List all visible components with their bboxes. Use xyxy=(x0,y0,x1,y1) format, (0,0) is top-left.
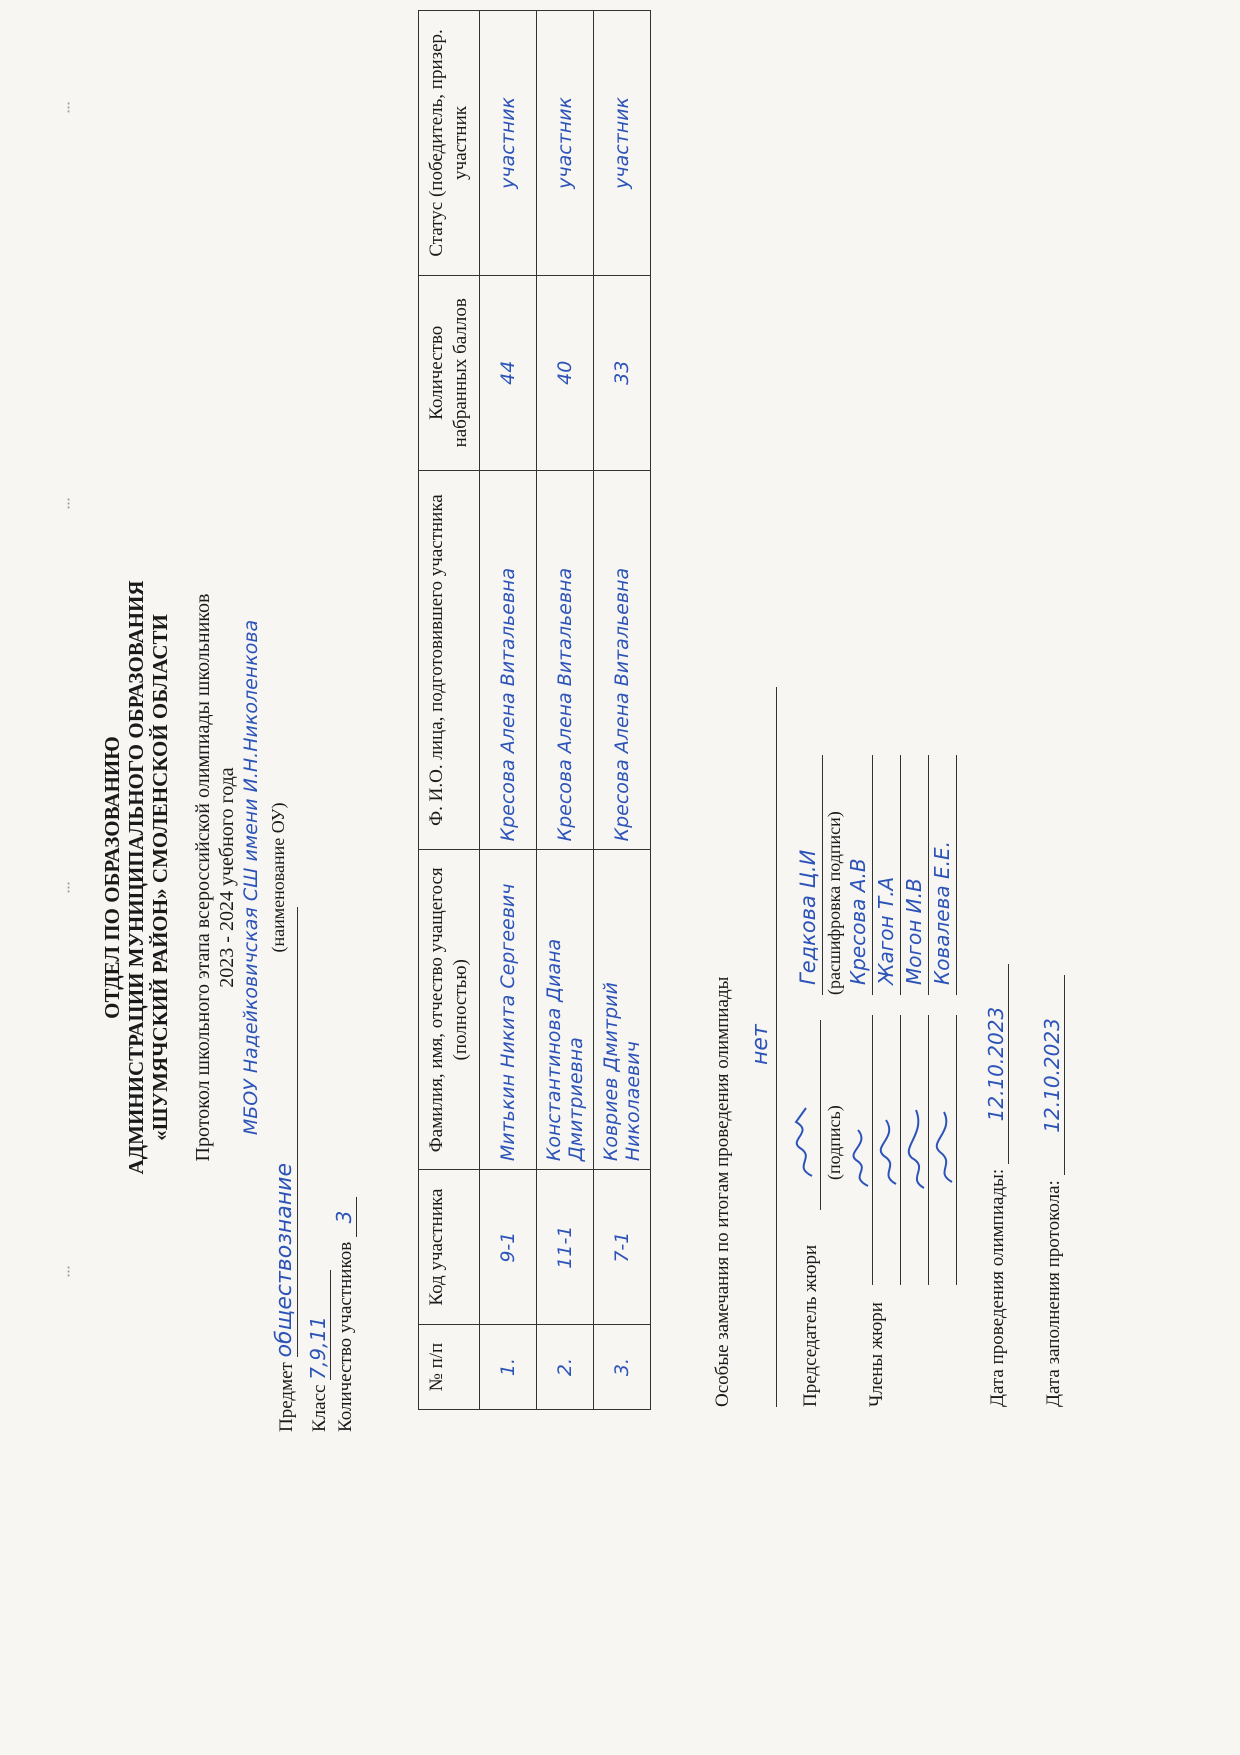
class-label: Класс xyxy=(309,1384,330,1432)
held-date-field xyxy=(984,964,1009,1407)
row-code: 7-1 xyxy=(593,1170,650,1325)
member-name: Жагон Т.А xyxy=(874,876,898,985)
row-status: участник xyxy=(593,11,650,276)
table-header-row xyxy=(419,11,480,1410)
protocol-title: Протокол школьного этапа всероссийской олимпиады школьников xyxy=(192,593,214,1162)
member-name: Ковалева Е.Е. xyxy=(930,841,954,985)
count-value: 3 xyxy=(332,1197,357,1237)
header-line-3: «ШУМЯЧСКИЙ РАЙОН» СМОЛЕНСКОЙ ОБЛАСТИ xyxy=(148,614,172,1141)
member-name-line xyxy=(900,755,901,995)
member-name: Могон И.В xyxy=(902,878,926,985)
header-score: Количество набранных баллов xyxy=(419,275,480,470)
members-label: Члены жюри xyxy=(866,1302,887,1407)
filled-date-value: 12.10.2023 xyxy=(1040,975,1065,1175)
filled-date-field xyxy=(1040,975,1065,1407)
scan-speck: ⁝ xyxy=(66,100,72,117)
table-row xyxy=(536,11,593,1410)
row-status: участник xyxy=(479,11,536,276)
subject-value: обществознание xyxy=(272,907,298,1357)
header-line-2: АДМИНИСТРАЦИИ МУНИЦИПАЛЬНОГО ОБРАЗОВАНИЯ xyxy=(124,580,148,1175)
school-name: МБОУ Надейковичская СШ имени И.Н.Николенкова xyxy=(240,619,262,1136)
header-num: № п/п xyxy=(419,1325,480,1410)
chair-label: Председатель жюри xyxy=(800,1244,821,1407)
class-value: 7,9,11 xyxy=(306,1270,331,1380)
scan-speck: ⁝ xyxy=(66,1264,72,1281)
held-date-label: Дата проведения олимпиады: xyxy=(987,1168,1008,1407)
header-teacher: Ф. И.О. лица, подготовившего участника xyxy=(419,470,480,850)
member-name: Кресова А.В xyxy=(846,858,870,985)
subject-field xyxy=(272,907,298,1432)
row-teacher: Кресова Алена Витальевна xyxy=(593,470,650,850)
row-num: 2. xyxy=(536,1325,593,1410)
count-field xyxy=(332,1197,357,1432)
member-name-line xyxy=(872,755,873,995)
row-num: 3. xyxy=(593,1325,650,1410)
scan-speck: ⁝ xyxy=(66,880,72,897)
school-caption: (наименование ОУ) xyxy=(268,802,288,953)
member-name-line xyxy=(928,755,929,995)
member-name-line xyxy=(956,755,957,995)
filled-date-label: Дата заполнения протокола: xyxy=(1043,1180,1064,1407)
held-date-value: 12.10.2023 xyxy=(984,964,1009,1164)
scan-speck: ⁝ xyxy=(66,496,72,513)
chair-signature-line xyxy=(820,1020,821,1210)
class-field xyxy=(306,1270,331,1432)
notes-label: Особые замечания по итогам проведения олимпиады xyxy=(712,976,733,1407)
header-status: Статус (победитель, призер. участник xyxy=(419,11,480,276)
row-num: 1. xyxy=(479,1325,536,1410)
count-label: Количество участников xyxy=(335,1241,356,1432)
notes-underline xyxy=(776,687,777,1407)
row-teacher: Кресова Алена Витальевна xyxy=(536,470,593,850)
header-student: Фамилия, имя, отчество учащегося (полностью) xyxy=(419,850,480,1170)
chair-name-line xyxy=(822,755,823,995)
row-score: 33 xyxy=(593,275,650,470)
notes-value: нет xyxy=(748,1024,773,1065)
protocol-year: 2023 - 2024 учебного года xyxy=(216,767,238,988)
subject-label: Предмет xyxy=(276,1362,297,1432)
row-score: 40 xyxy=(536,275,593,470)
header-line-1: ОТДЕЛ ПО ОБРАЗОВАНИЮ xyxy=(100,736,124,1019)
row-student: Ковриев Дмитрий Николаевич xyxy=(593,850,650,1170)
chair-signature-mark xyxy=(786,1100,820,1180)
signature-caption: (подпись) xyxy=(824,1105,844,1180)
decode-caption: (расшифровка подписи) xyxy=(824,811,844,995)
header-code: Код участника xyxy=(419,1170,480,1325)
chair-name: Гедкова Ц.И xyxy=(796,849,820,985)
results-table xyxy=(418,10,651,1410)
row-score: 44 xyxy=(479,275,536,470)
member-signature-marks xyxy=(846,1100,958,1190)
row-code: 9-1 xyxy=(479,1170,536,1325)
table-row xyxy=(593,11,650,1410)
table-row xyxy=(479,11,536,1410)
row-code: 11-1 xyxy=(536,1170,593,1325)
row-status: участник xyxy=(536,11,593,276)
row-teacher: Кресова Алена Витальевна xyxy=(479,470,536,850)
row-student: Константинова Диана Дмитриевна xyxy=(536,850,593,1170)
row-student: Митькин Никита Сергеевич xyxy=(479,850,536,1170)
